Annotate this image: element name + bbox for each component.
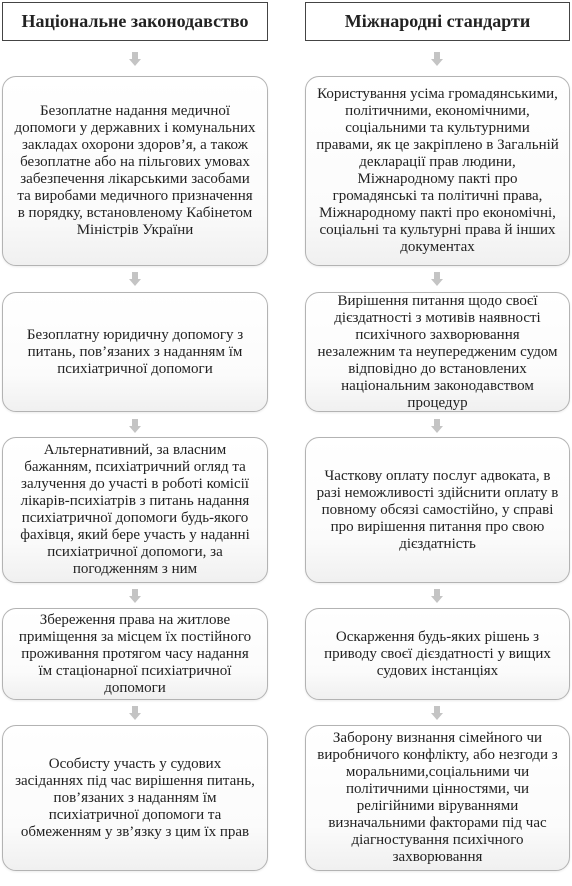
right-column-header: Міжнародні стандарти [305, 2, 570, 41]
international-item-text: Заборону визнання сімейного чи виробничого конфлікту, або незгоди з моральними,соціальними чи політичними цінностями, чи релігійними віруваннями визначальними факторами під час діагностування психічного захворювання [317, 730, 558, 865]
national-item-text: Безоплатне надання медичної допомоги у державних і комунальних закладах охорони здоров’я, а також безоплатне або на пільгових умовах забезпечення лікарськими засобами та виробами медичного призначення в порядку, встановленому Кабінетом Міністрів України [14, 103, 256, 238]
national-item-box [2, 76, 268, 266]
arrow-down-icon [431, 52, 443, 66]
international-item-box [305, 608, 570, 700]
arrow-down-icon [431, 272, 443, 286]
national-item-box [2, 292, 268, 412]
national-item-text: Особисту участь у судових засіданнях під час вирішення питань, пов’язаних з наданням їм психіатричної допомоги та обмеженням у зв’язку з цим їх прав [15, 755, 255, 840]
arrow-down-icon [129, 419, 141, 433]
international-item-text: Часткову оплату послуг адвоката, в разі неможливості здійснити оплату в повному обсязі самостійно, у справі про вирішення питання про свою дієздатність [316, 467, 559, 552]
arrow-down-icon [129, 272, 141, 286]
national-item-box [2, 608, 268, 700]
international-item-text: Оскарження будь-яких рішень з приводу своєї дієздатності у вищих судових інстанціях [324, 628, 551, 679]
arrow-down-icon [129, 589, 141, 603]
arrow-down-icon [129, 52, 141, 66]
left-column-header: Національне законодавство [2, 2, 268, 41]
international-item-box [305, 76, 570, 266]
national-item-text: Збереження права на житлове приміщення за місцем їх постійного проживання протягом часу надання їм стаціонарної психіатричної допомоги [18, 611, 252, 696]
national-item-box [2, 437, 268, 583]
national-item-text: Безоплатну юридичну допомогу з питань, пов’язаних з наданням їм психіатричної допомоги [26, 326, 244, 377]
international-item-text: Користування усіма громадянськими, політичними, економічними, соціальними та культурними правами, як це закріплено в Загальній декларації прав людини, Міжнародному пакті про громадянські та політичні права, Міжнародному пакті про економічні, соціальні та культурні права й інших документах [316, 86, 559, 255]
international-item-box [305, 437, 570, 583]
international-item-text: Вирішення питання щодо своєї дієздатності з мотивів наявності психічного захворювання незалежним та неупередженим судом відповідно до встановлених національним законодавством процедур [317, 292, 558, 411]
arrow-down-icon [431, 419, 443, 433]
arrow-down-icon [431, 589, 443, 603]
international-item-box [305, 292, 570, 412]
national-item-text: Альтернативний, за власним бажанням, психіатричний огляд та залучення до участі в роботі комісії лікарів-психіатрів з питань надання психіатричної допомоги будь-якого фахівця, який бере участь у наданні психіатричної допомоги, за погодженням з ним [20, 442, 250, 577]
arrow-down-icon [431, 706, 443, 720]
arrow-down-icon [129, 706, 141, 720]
national-item-box [2, 725, 268, 871]
international-item-box [305, 725, 570, 871]
